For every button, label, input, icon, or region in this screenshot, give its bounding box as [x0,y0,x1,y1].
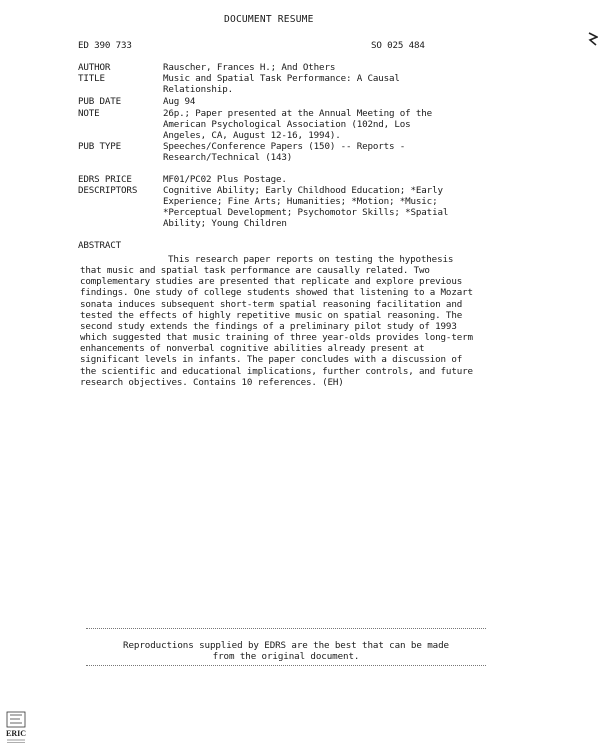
field-value-note-line: Angeles, CA, August 12-16, 1994). [163,130,341,141]
field-label-pub-date: PUB DATE [78,96,122,107]
document-title: DOCUMENT RESUME [224,14,314,25]
eric-logo [4,711,28,745]
so-number: SO 025 484 [371,40,425,51]
field-label-author: AUTHOR [78,62,111,73]
scan-mark-icon [588,32,598,46]
field-value-author: Rauscher, Frances H.; And Others [163,62,336,73]
abstract-body [80,254,480,388]
abstract-label: ABSTRACT [78,240,122,251]
field-value-descriptors-line: Ability; Young Children [163,218,287,229]
field-label-note: NOTE [78,108,100,119]
reproduction-notice-line: Reproductions supplied by EDRS are the best that can be made [123,640,449,651]
field-label-descriptors: DESCRIPTORS [78,185,138,196]
dotted-rule-bottom [86,665,486,669]
field-value-pub-date: Aug 94 [163,96,196,107]
reproduction-notice [86,640,486,662]
abstract-text: This research paper reports on testing the hypothesis that music and spatial task performance are causally related. Two complementary studies are presented that replicate and explore previous findings. One study of college students showed that listening to a Mozart sonata induces subsequent short-term spatial reasoning facilitation and tested the effects of highly repetitive music on spatial reasoning. The second study extends the findings of a preliminary pilot study of 1993 which suggested that music training of three year-olds provides long-term enhancements of nonverbal cognitive abilities already present at significant levels in infants. The paper concludes with a discussion of the scientific and educational implications, further controls, and future research objectives. Contains 10 references. (EH) [80,254,473,388]
field-value-title-line: Relationship. [163,84,233,95]
field-value-note-line: 26p.; Paper presented at the Annual Meeting of the [163,108,433,119]
field-value-note-line: American Psychological Association (102nd, Los [163,119,411,130]
dotted-rule-top [86,628,486,632]
eric-logo-text: ERIC [5,729,27,738]
field-value-descriptors-line: *Perceptual Development; Psychomotor Skills; *Spatial [163,207,449,218]
field-value-title-line: Music and Spatial Task Performance: A Causal [163,73,400,84]
field-label-edrs-price: EDRS PRICE [78,174,132,185]
field-value-descriptors-line: Experience; Fine Arts; Humanities; *Motion; *Music; [163,196,438,207]
reproduction-notice-line: from the original document. [212,651,360,662]
field-label-pub-type: PUB TYPE [78,141,122,152]
ed-number: ED 390 733 [78,40,132,51]
field-value-pub-type-line: Research/Technical (143) [163,152,293,163]
field-value-pub-type-line: Speeches/Conference Papers (150) -- Reports - [163,141,406,152]
field-label-title: TITLE [78,73,105,84]
field-value-edrs-price: MF01/PC02 Plus Postage. [163,174,287,185]
field-value-descriptors-line: Cognitive Ability; Early Childhood Education; *Early [163,185,443,196]
